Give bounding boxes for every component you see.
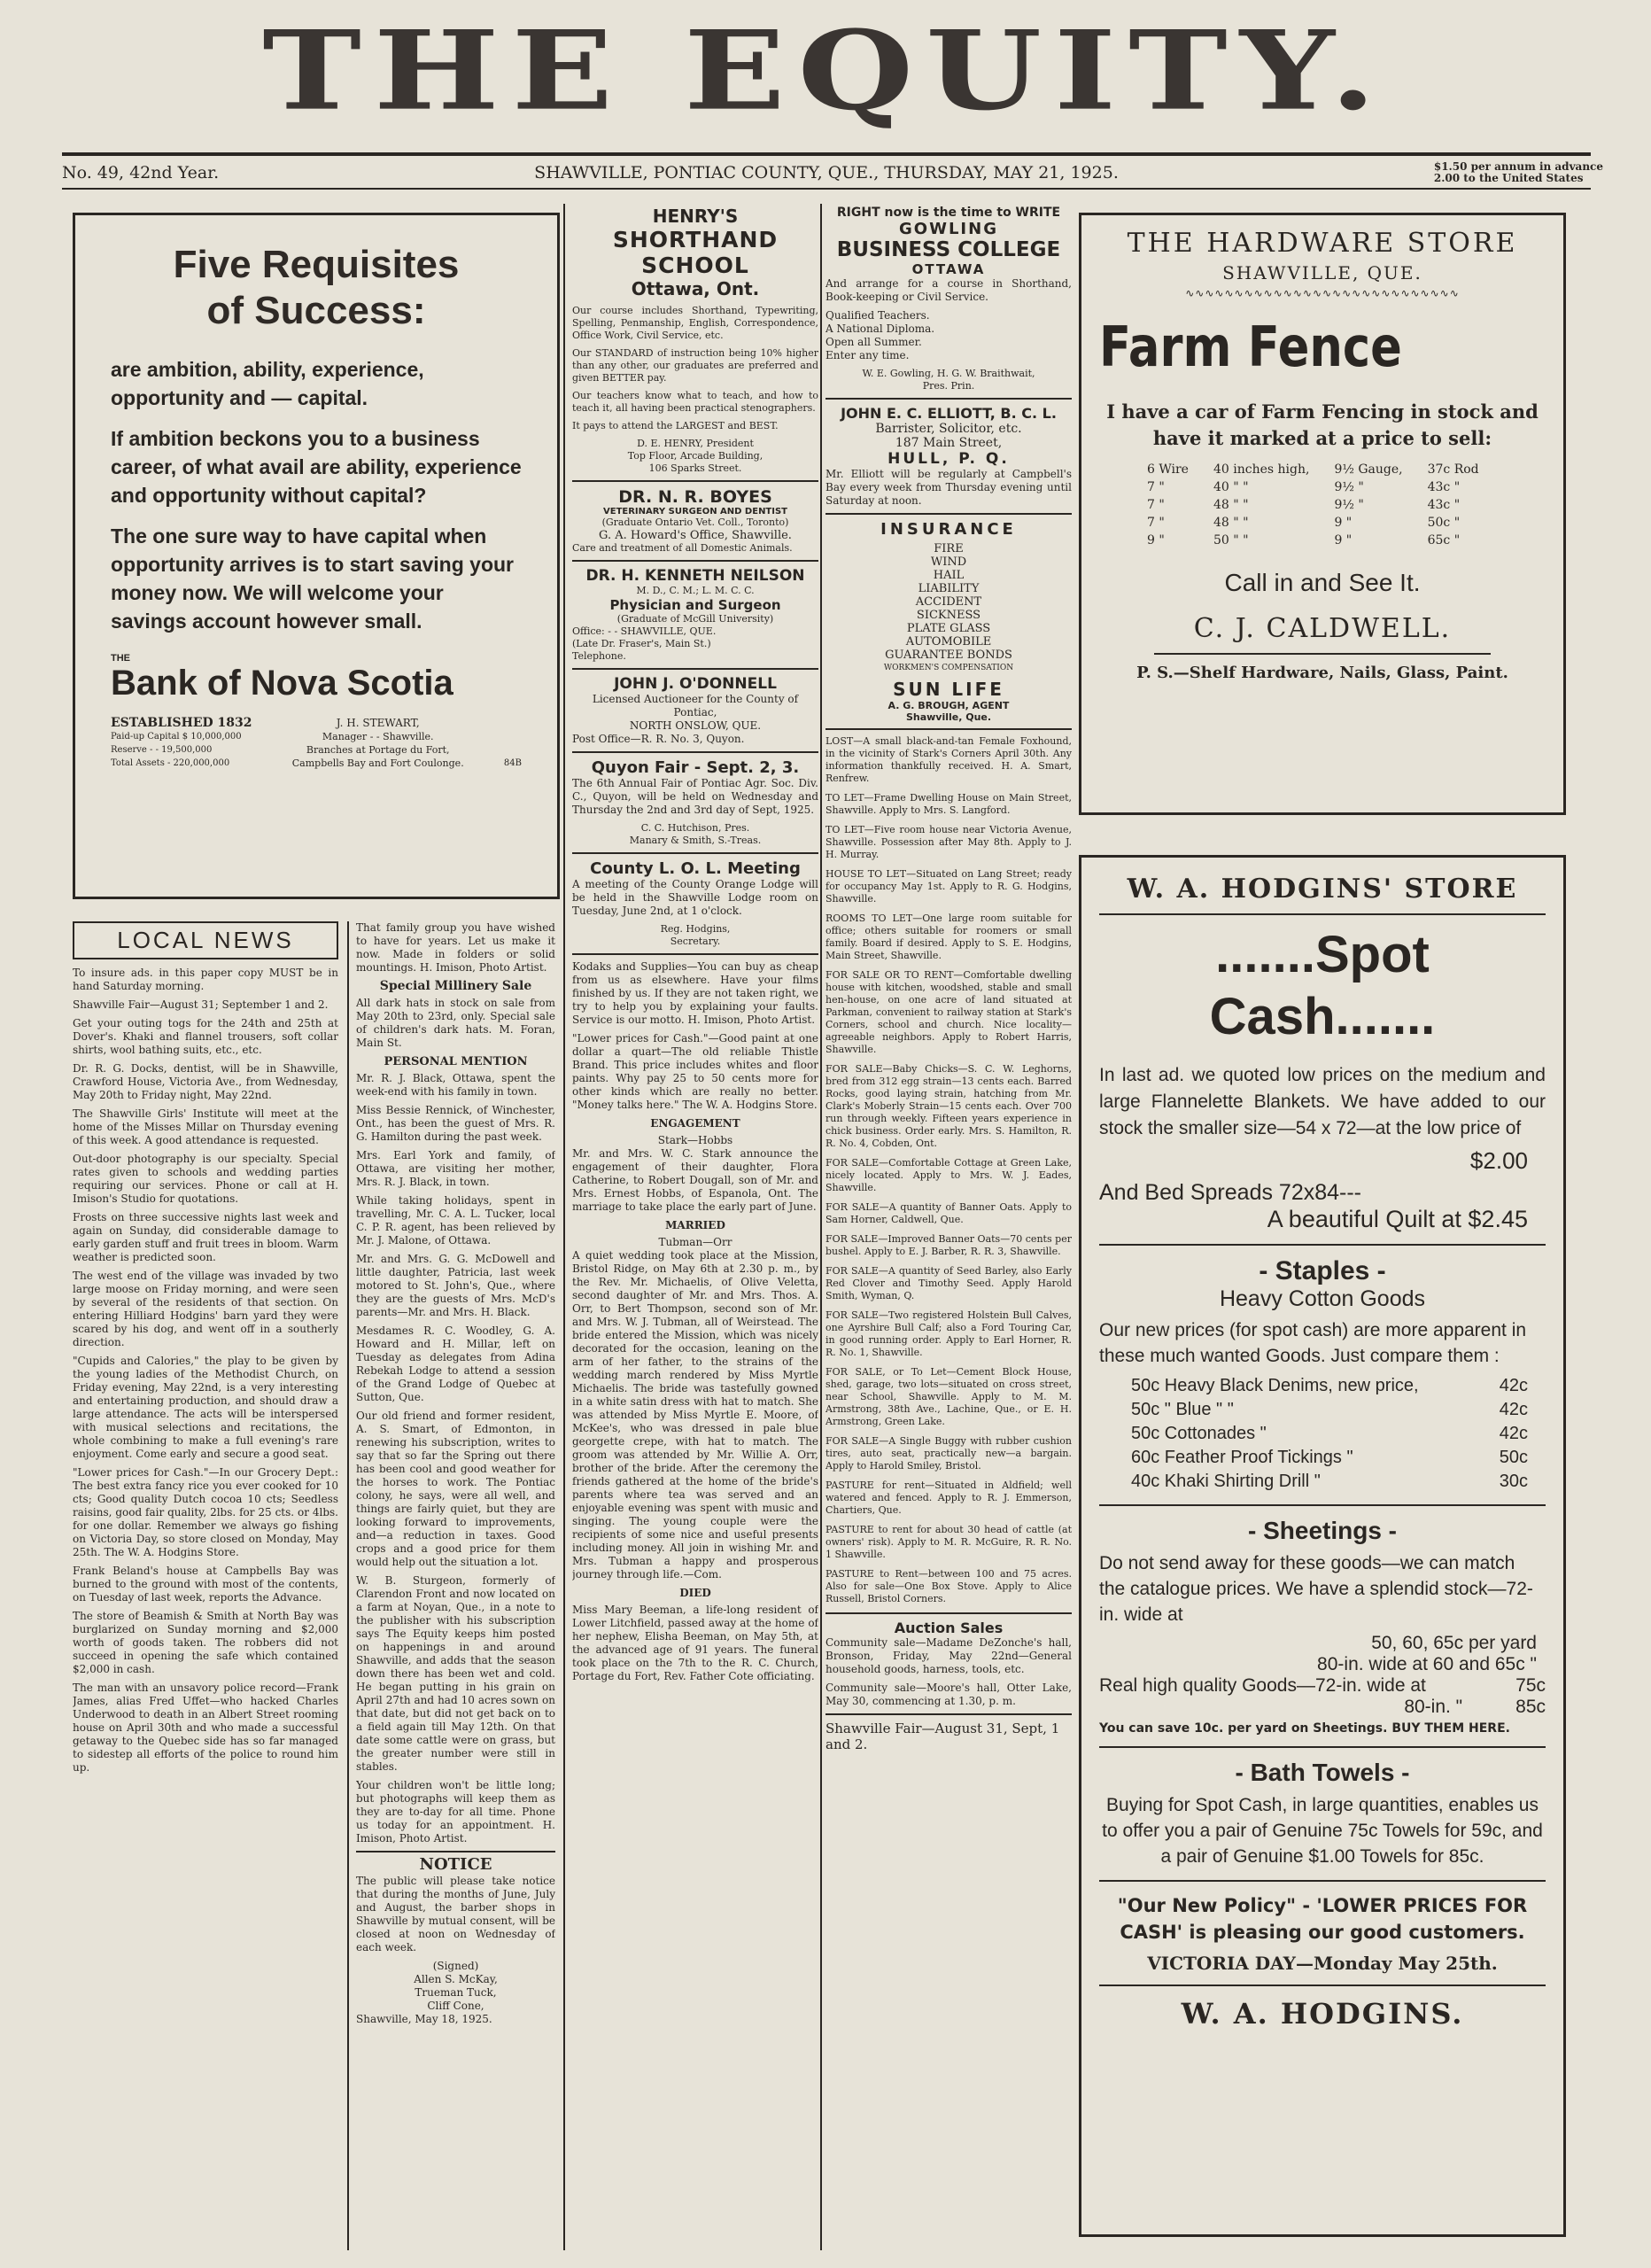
hardware-owner: C. J. CALDWELL. xyxy=(1193,613,1452,644)
column-rule xyxy=(347,921,349,2250)
staples-price-table xyxy=(1126,1374,1533,1494)
henry-ad: HENRY'S SHORTHAND SCHOOL Ottawa, Ont. Our course includes Shorthand, Typewriting, Spelling, Penmanship, English, Correspondence, Office Work, Civil Service, etc. Our STANDARD of instruction being 10% higher than any other, our graduates are preferred and given BETTER pay. Our teachers know what to teach, and how to teach it, all having been practical stenographers. It pays to attend the LARGEST and BEST. D. E. HENRY, President Top Floor, Arcade Building, 106 Sparks Street. xyxy=(572,206,818,474)
divider xyxy=(1154,653,1491,655)
classifieds xyxy=(826,735,1072,1605)
fence-row: 7 " 48 " " 9½ " 43c " xyxy=(1147,498,1461,512)
personal-item: Miss Bessie Rennick, of Winchester, Ont., has been the guest of Mrs. R. G. Hamilton during the past week. xyxy=(356,1104,555,1143)
policy-text: "Our New Policy" - 'LOWER PRICES FOR CASH' is pleasing our good customers. xyxy=(1117,1895,1528,1943)
divider xyxy=(826,1713,1072,1715)
sheetings-text: Do not send away for these goods—we can match the catalogue prices. We have a splendid stock—72-in. wide at xyxy=(1099,1553,1533,1625)
divider xyxy=(1099,913,1546,915)
bank-para-1: are ambition, ability, experience, opportunity and — capital. xyxy=(111,358,424,409)
local-news-heading: LOCAL NEWS xyxy=(73,921,338,959)
staples-text: Our new prices (for spot cash) are more apparent in these much wanted Goods. Just compare them : xyxy=(1099,1320,1527,1366)
notice-heading: NOTICE xyxy=(419,1855,492,1874)
quilt-price: A beautiful Quilt at $2.45 xyxy=(1267,1206,1528,1232)
classified-ad: TO LET—Five room house near Victoria Avenue, Shawville. Possession after May 8th. Apply to J. H. Murray. xyxy=(826,824,1072,860)
hardware-text: I have a car of Farm Fencing in stock and have it marked at a price to sell: xyxy=(1106,400,1539,449)
classified-ad: FOR SALE—A quantity of Banner Oats. Apply to Sam Horner, Caldwell, Que. xyxy=(826,1201,1072,1225)
staples-subheading: Heavy Cotton Goods xyxy=(1219,1286,1426,1311)
fence-row: 7 " 40 " " 9½ " 43c " xyxy=(1147,480,1461,494)
classified-ad: TO LET—Frame Dwelling House on Main Street, Shawville. Apply to Mrs. S. Langford. xyxy=(826,792,1072,816)
news-item: Dr. R. G. Docks, dentist, will be in Shawville, Crawford House, Victoria Ave., from Wednesday, May 20th to Friday night, May 22nd. xyxy=(73,1062,338,1101)
hardware-title: THE HARDWARE STORE xyxy=(1127,228,1518,259)
classified-ad: FOR SALE—Improved Banner Oats—70 cents per bushel. Apply to E. J. Barber, R. R. 3, Shawville. xyxy=(826,1233,1072,1257)
auction-heading: Auction Sales xyxy=(894,1619,1004,1636)
divider xyxy=(826,398,1072,400)
fence-row: 9 " 50 " " 9 " 65c " xyxy=(1147,533,1461,548)
classified-ad: HOUSE TO LET—Situated on Lang Street; ready for occupancy May 1st. Apply to R. G. Hodgins, Shawville. xyxy=(826,868,1072,905)
hardware-ps: P. S.—Shelf Hardware, Nails, Glass, Paint. xyxy=(1136,664,1508,682)
news-item: "Lower prices for Cash."—In our Grocery Dept.: The best extra fancy rice you ever cooked for 10 cts; Good quality Dutch cocoa 10 cts; Seedless raisins, good fair quality, 2lbs. for 25 cts. or 4lbs. for one dollar. Remember we always go fishing on Victoria Day, so store closed on Monday, May 25th. The W. A. Hodgins Store. xyxy=(73,1466,338,1558)
divider xyxy=(826,1612,1072,1614)
divider xyxy=(572,751,818,753)
personal-item: Mesdames R. C. Woodley, G. A. Howard and H. Millar, left on Tuesday as delegates from Adina Rebekah Lodge to attend a session of the Grand Lodge of Quebec at Sutton, Que. xyxy=(356,1324,555,1403)
sheeting-price: 50, 60, 65c per yard xyxy=(1371,1633,1537,1653)
farm-fence-headline: Farm Fence xyxy=(1099,315,1402,379)
news-item: Frank Beland's house at Campbells Bay was burned to the ground with most of the contents, on Tuesday of last week, reports the Advance. xyxy=(73,1565,338,1604)
photo-ad: That family group you have wished to have for years. Let us make it now. Made in folders or solid mountings. H. Imison, Photo Artist. xyxy=(356,921,555,974)
price-row: 50c " Blue " " 42c xyxy=(1131,1400,1528,1419)
kodaks-notice: Kodaks and Supplies—You can buy as cheap from us as elsewhere. Have your films finished by us. If they are not taken right, we try to help you by explaining your faults. Service is our motto. H. Imison, Photo Artist. xyxy=(572,960,818,1026)
auction-item: Community sale—Moore's hall, Otter Lake, May 30, commencing at 1.30, p. m. xyxy=(826,1682,1072,1707)
classified-ad: FOR SALE, or To Let—Cement Block House, shed, garage, two lots—situated on cross street, near School, Shawville. Apply to M. M. Armstrong, 38th Ave., Lachine, Que., or E. H. Armstrong, Green Lake. xyxy=(826,1366,1072,1427)
sheeting-price: 80-in. wide at 60 and 65c " xyxy=(1317,1654,1537,1674)
bank-details: ESTABLISHED 1832 Paid-up Capital $ 10,000,000 Reserve - - 19,500,000 Total Assets - 220,000,000 J. H. STEWART, Manager - - Shawville. Branches at Portage du Fort, Campbells Bay and Fort Coulonge. 84B xyxy=(111,716,522,769)
blanket-price: $2.00 xyxy=(1469,1147,1528,1174)
classified-ad: ROOMS TO LET—One large room suitable for office; others suitable for roomers or small family. Board if desired. Apply to S. E. Hodgins, Main Street, Shawville. xyxy=(826,913,1072,961)
divider xyxy=(572,480,818,482)
notice-signed: (Signed) xyxy=(432,1960,479,1972)
hardware-ad xyxy=(1079,213,1566,815)
hodgins-ad xyxy=(1079,855,1566,2237)
bank-headline: Five Requisites of Success: xyxy=(173,243,460,332)
bed-spreads: And Bed Spreads 72x84--- xyxy=(1099,1180,1362,1205)
call-in-text: Call in and See It. xyxy=(1224,569,1421,596)
news-item: "Cupids and Calories," the play to be given by the young ladies of the Methodist Church, on Friday evening, May 22nd, is a very interesting and entertaining production, and should draw a large attendance. The acts will be interspersed with musical selections and recitations, the whole combining to make a full evening's rare enjoyment. Come early and secure a good seat. xyxy=(73,1355,338,1460)
classified-ad: FOR SALE—A Single Buggy with rubber cushion tires, auto seat, practically new—a bargain. Apply to Harold Smiley, Bristol. xyxy=(826,1435,1072,1472)
divider xyxy=(572,560,818,562)
column-2 xyxy=(356,921,555,2250)
news-item: Get your outing togs for the 24th and 25th at Dover's. Khaki and flannel trousers, soft collar shirts, wool bathing suits, etc., etc. xyxy=(73,1017,338,1056)
notice-text: The public will please take notice that during the months of June, July and August, the barber shops in Shawville by mutual consent, will be closed at noon on Wednesday of each week. xyxy=(356,1875,555,1953)
news-item: The west end of the village was invaded by two large moose on Friday morning, and were seen by several of the residents of that section. On entering Hilliard Hodgins' barn yard they were scared by his dog, and went off in a southerly direction. xyxy=(73,1270,338,1348)
personal-item: Mrs. Earl York and family, of Ottawa, are visiting her mother, Mrs. R. J. Black, in town. xyxy=(356,1149,555,1188)
price-row: 60c Feather Proof Tickings " 50c xyxy=(1131,1448,1528,1467)
millinery-text: All dark hats in stock on sale from May 20th to 23rd, only. Special sale of children's dark hats. M. Foran, Main St. xyxy=(356,997,555,1049)
notice-sig: Cliff Cone, xyxy=(427,2000,484,2012)
bank-para-2: If ambition beckons you to a business career, of what avail are ability, experience and opportunity without capital? xyxy=(111,427,522,507)
divider xyxy=(1099,1984,1546,1986)
fair-notice: Shawville Fair—August 31, Sept, 1 and 2. xyxy=(826,1720,1060,1752)
sheeting-save: You can save 10c. per yard on Sheetings. BUY THEM HERE. xyxy=(1099,1721,1510,1736)
classified-ad: PASTURE to Rent—between 100 and 75 acres. Also for sale—One Box Stove. Apply to Alice Russell, Bristol Corners. xyxy=(826,1568,1072,1604)
dateline-rule xyxy=(62,188,1591,190)
personal-item: Our old friend and former resident, A. S. Smart, of Edmonton, in renewing his subscription, writes to say that so far the Spring out there has been cool and good weather for the horses to work. The Pontiac colony, he says, were all well, and things are fairly quiet, but they are looking forward to improvements, and—a reduction in taxes. Good crops and a good price for them would help out the situation a lot. xyxy=(356,1410,555,1568)
column-rule xyxy=(563,204,565,2250)
fence-row: 6 Wire 40 inches high, 9½ Gauge, 37c Rod xyxy=(1147,462,1479,477)
hodgins-signature: W. A. HODGINS. xyxy=(1181,1997,1464,2031)
towels-heading: - Bath Towels - xyxy=(1235,1759,1410,1786)
sheeting-price-row: 80-in. " 85c xyxy=(1404,1697,1546,1717)
news-item: Frosts on three successive nights last week and again on Sunday, did considerable damage to early garden stuff and fruit trees in bloom. Warm weather is predicted soon. xyxy=(73,1211,338,1263)
quyon-fair: Quyon Fair - Sept. 2, 3. The 6th Annual Fair of Pontiac Agr. Soc. Div. C., Quyon, will be held on Wednesday and Thursday the 2nd and 3rd day of Sept, 1925. C. C. Hutchison, Pres. Manary & Smith, S.-Treas. xyxy=(572,758,818,846)
classified-ad: LOST—A small black-and-tan Female Foxhound, in the vicinity of Stark's Corners April 30th. Any information thankfully received. H. A. Smart, Renfrew. xyxy=(826,735,1072,784)
notice-date: Shawville, May 18, 1925. xyxy=(356,2013,492,2025)
divider xyxy=(356,1851,555,1852)
notice-sig: Trueman Tuck, xyxy=(415,1986,497,1999)
boyes-card: DR. N. R. BOYES VETERINARY SURGEON AND DENTIST (Graduate Ontario Vet. Coll., Toronto) G. A. Howard's Office, Shawville. Care and treatment of all Domestic Animals. xyxy=(572,487,793,554)
personal-item: Mr. R. J. Black, Ottawa, spent the week-end with his family in town. xyxy=(356,1072,555,1098)
news-item: The store of Beamish & Smith at North Bay was burglarized on Sunday morning and $2,000 worth of goods taken. The robbers did not succeed in opening the safe which contained $2,000 in cash. xyxy=(73,1610,338,1675)
notice-sig: Allen S. McKay, xyxy=(414,1973,498,1985)
died-text: Miss Mary Beeman, a life-long resident of Lower Litchfield, passed away at the home of her nephew, Elisha Beeman, on May 5th, at the advanced age of 91 years. The funeral took place on the 7th to the R. C. Church, Portage du Fort, Rev. Father Cote officiating. xyxy=(572,1604,818,1682)
personal-item: While taking holidays, spent in travelling, Mr. C. A. L. Tucker, local C. P. R. agent, has been relieved by Mr. J. Malone, of Ottawa. xyxy=(356,1194,555,1247)
place-date: SHAWVILLE, PONTIAC COUNTY, QUE., THURSDAY, MAY 21, 1925. xyxy=(534,163,1119,183)
masthead-rule xyxy=(62,152,1591,156)
bank-para-3: The one sure way to have capital when opportunity arrives is to start saving your money now. We will welcome your savings account however small. xyxy=(111,524,514,633)
personal-item: W. B. Sturgeon, formerly of Clarendon Front and now located on a farm at Noyan, Que., in a note to the publisher with his subscription says The Equity keeps him posted on happenings in and around Shawville, and adds that the season down there has been wet and cold. He began putting in his grain on April 27th and had 10 acres sown on that date, but did not get back on to a field again till May 12th. On that date some cattle were on grass, but the greater number were still in stables. xyxy=(356,1574,555,1773)
personal-item: Mr. and Mrs. G. G. McDowell and little daughter, Patricia, last week motored to St. John's, Que., where they are the guests of Mrs. McD's parents—Mr. and Mrs. H. Black. xyxy=(356,1253,555,1318)
gowling-ad: RIGHT now is the time to WRITE GOWLING BUSINESS COLLEGE OTTAWA And arrange for a course in Shorthand, Book-keeping or Civil Service. Qualified Teachers. A National Diploma. Open all Summer. Enter any time. W. E. Gowling, H. G. W. Braithwait, Pres. Prin. xyxy=(826,206,1072,392)
divider xyxy=(572,953,818,955)
bank-financials: ESTABLISHED 1832 Paid-up Capital $ 10,000,000 Reserve - - 19,500,000 Total Assets - 220,000,000 xyxy=(111,716,252,768)
bank-manager: J. H. STEWART, Manager - - Shawville. Branches at Portage du Fort, Campbells Bay and Fort Coulonge. xyxy=(291,717,464,769)
insurance-ad: INSURANCE FIRE WIND HAIL LIABILITY ACCIDENT SICKNESS PLATE GLASS AUTOMOBILE GUARANTEE BONDS WORKMEN'S COMPENSATION SUN LIFE A. G. BROUGH, AGENT Shawville, Que. xyxy=(880,520,1017,723)
column-4 xyxy=(826,206,1072,2250)
news-item: The man with an unsavory police record—Frank James, alias Fred Uffet—who hacked Charles Underwood to death in an Albert Street rooming house on April 30th and who made a successful getaway to the Quebec side has so far managed to sidestep all efforts of the police to round him up. xyxy=(73,1682,338,1774)
bank-the: THE xyxy=(111,653,130,664)
news-item: The Shawville Girls' Institute will meet at the home of the Misses Millar on Thursday evening of this week. A good attendance is requested. xyxy=(73,1107,338,1146)
dateline xyxy=(62,159,1603,186)
spot-cash-headline: .......Spot Cash....... xyxy=(1209,926,1436,1045)
personal-item: Your children won't be little long; but photographs will keep them as they are to-day for all time. Phone us today for an appointment. H. Imison, Photo Artist. xyxy=(356,1779,555,1845)
price-row: 50c Cottonades " 42c xyxy=(1131,1424,1528,1443)
classified-ad: FOR SALE—Baby Chicks—S. C. W. Leghorns, bred from 312 egg strain—13 cents each. Barred Rocks, good laying strain, hatching from Mr. Clark's Moberly Strain—15 cents each. Over 700 run through weekly. Fifteen years experience in chick business. Order early. Mrs. S. Hamilton, R. R. No. 4, Cobden, Ont. xyxy=(826,1063,1072,1149)
column-3: HENRY'S SHORTHAND SCHOOL Ottawa, Ont. Our course includes Shorthand, Typewriting, Spelling, Penmanship, English, Correspondence, Office Work, Civil Service, etc. Our STANDARD of instruction being 10% higher than any other, our graduates are preferred and given BETTER pay. Our teachers know what to teach, and how to teach it, all having been practical stenographers. It pays to attend the LARGEST and BEST. D. E. HENRY, President Top Floor, Arcade Building, 106 Sparks Street. DR. N. R. BOYES VETERINARY SURGEON AND DENTIST (Graduate Ontario Vet. Coll., Toronto) G. A. Howard's Office, Shawville. Care and treatment of all Domestic Animals. DR. H. KENNETH NEILSON M. D., C. M.; L. M. C. C. Physician and Surgeon (Graduate of McGill University) Office: - - SHAWVILLE, QUE. (Late Dr. Fraser's, Main St.) Telephone. JOHN J. O'DONNELL Licensed Auctioneer for the County of Pontiac, NORTH ONSLOW, QUE. Post Office—R. R. No. 3, Quyon. Quyon Fair - Sept. 2, 3. The 6th Annual Fair of Pontiac Agr. Soc. Div. C., Quyon, will be held on Wednesday and Thursday the 2nd and 3rd day of Sept, 1925. C. C. Hutchison, Pres. Manary & Smith, S.-Treas. County L. O. L. Meeting A meeting of the County Orange Lodge will be held in the Shawville Lodge room on Tuesday, June 2nd, at 1 o'clock. Reg. Hodgins, Secretary. Kodaks and Supplies—You can buy as cheap from us as elsewhere. Have your films finished by us. If they are not taken right, we try to help you by explaining your faults. Service is our motto. H. Imison, Photo Artist. "Lower prices for Cash."—Good paint at one dollar a quart—The old reliable Thistle Brand. This price includes whites and floor paints. Why pay 25 to 50 cents more for other kinds which are really no better. "Money talks here." The W. A. Hodgins Store. ENGAGEMENT Stark—Hobbs Mr. and Mrs. W. C. Stark announce the engagement of their daughter, Flora Catherine, to Robert Dougall, son of Mr. and Mrs. Ernest Hobbs, of Espanola, Ont. The marriage to take place the early part of June. MARRIED Tubman—Orr A quiet wedding took place at the Mission, Bristol Ridge, on May 6th at 2.30 p. m., by the Rev. Mr. Michaelis, of Olive Veletta, second daughter of Mr. and Mrs. Thos. A. Orr, to Bert Thompson, second son of Mr. and Mrs. W. J. Tubman, all of Weirstead. The bride entered the Mission, which was nicely decorated for the occasion, leaning on the arm of her father, to the strains of the wedding march rendered by Miss Myrtle Michaelis. The bride was tastefully gowned in a white satin dress with hat to match. She was attended by Miss Myrtle E. Moore, of McKee's, who was dressed in pale blue georgette crepe, with hat to match. The groom was attended by Mr. Willie A. Orr, brother of the bride. After the ceremony the friends gathered at the home of the bride's parents where tea was served and an enjoyable evening was spent with music and singing. The young couple were the recipients of some nice and useful presents including money. All join in wishing Mr. and Mrs. Tubman a happy and prosperous journey through life.—Com. DIED Miss Mary Beeman, a life-long resident of Lower Litchfield, passed away at the home of her nephew, Elisha Beeman, on May 5th, at the advanced age of 91 years. The funeral took place on the 7th to the R. C. Church, Portage du Fort, Rev. Father Cote officiating. xyxy=(572,206,818,1682)
towels-text: Buying for Spot Cash, in large quantities, enables us to offer you a pair of Genuine 75c Towels for 59c, and a pair of Genuine $1.00 Towels for 85c. xyxy=(1102,1795,1543,1867)
local-news-list xyxy=(73,967,338,1775)
hodgins-title: W. A. HODGINS' STORE xyxy=(1127,874,1518,905)
neilson-card: DR. H. KENNETH NEILSON M. D., C. M.; L. M. C. C. Physician and Surgeon (Graduate of McGill University) Office: - - SHAWVILLE, QUE. (Late Dr. Fraser's, Main St.) Telephone. xyxy=(572,567,805,662)
millinery-heading: Special Millinery Sale xyxy=(379,979,532,993)
news-item: Shawville Fair—August 31; September 1 and 2. xyxy=(73,998,329,1011)
bank-ad xyxy=(73,213,560,899)
classified-ad: FOR SALE—Comfortable Cottage at Green Lake, nicely located. Apply to Mrs. W. J. Eades, Shawville. xyxy=(826,1157,1072,1193)
masthead xyxy=(0,0,1651,155)
news-item: Out-door photography is our specialty. Special rates given to schools and wedding parties requiring our services. Phone or call at H. Imison's Studio for quotations. xyxy=(73,1153,338,1205)
classified-ad: PASTURE for rent—Situated in Aldfield; well watered and fenced. Apply to R. J. Emmerson, Chartiers, Que. xyxy=(826,1480,1072,1516)
victoria-day: VICTORIA DAY—Monday May 25th. xyxy=(1147,1953,1498,1974)
sheeting-price-row: Real high quality Goods—72-in. wide at 75c xyxy=(1099,1675,1546,1696)
classified-ad: PASTURE to rent for about 30 head of cattle (at owners' risk). Apply to M. R. McGuire, R. R. No. 1 Shawville. xyxy=(826,1524,1072,1560)
engagement-heading: ENGAGEMENT xyxy=(650,1117,740,1130)
classified-ad: FOR SALE OR TO RENT—Comfortable dwelling house with kitchen, woodshed, stable and small hen-house, on one acre of land situated at Parkman, convenient to railway station at Stark's Corners, school and church. Nice locality—agreeable neighbors. Apply to Robert Harris, Shawville. xyxy=(826,969,1072,1055)
lol-meeting: County L. O. L. Meeting A meeting of the County Orange Lodge will be held in the Shawville Lodge room on Tuesday, June 2nd, at 1 o'clock. Reg. Hodgins, Secretary. xyxy=(572,859,818,947)
paint-notice: "Lower prices for Cash."—Good paint at one dollar a quart—The old reliable Thistle Brand. This price includes whites and floor paints. Why pay 25 to 50 cents more for other kinds which are really no better. "Money talks here." The W. A. Hodgins Store. xyxy=(572,1032,818,1111)
classified-ad: FOR SALE—Two registered Holstein Bull Calves, one Ayrshire Bull Calf; also a Ford Touring Car, in good running order. Apply to Earl Horner, R. R. No. 1, Shawville. xyxy=(826,1309,1072,1358)
divider xyxy=(1099,1746,1546,1748)
price-row: 40c Khaki Shirting Drill " 30c xyxy=(1131,1472,1528,1491)
hardware-place: SHAWVILLE, QUE. xyxy=(1222,262,1422,284)
column-rule xyxy=(820,204,822,2250)
news-item: To insure ads. in this paper copy MUST be in hand Saturday morning. xyxy=(73,967,338,992)
fence-price-table xyxy=(1135,461,1492,549)
bank-name: Bank of Nova Scotia xyxy=(111,664,453,703)
married-heading: MARRIED xyxy=(665,1219,725,1231)
married-text: A quiet wedding took place at the Mission, Bristol Ridge, on May 6th at 2.30 p. m., by the Rev. Mr. Michaelis, of Olive Veletta, second daughter of Mr. and Mrs. Thos. A. Orr, to Bert Thompson, second son of Mr. and Mrs. W. J. Tubman, all of Weirstead. The bride entered the Mission, which was nicely decorated for the occasion, leaning on the arm of her father, to the strains of the wedding march rendered by Miss Myrtle Michaelis. The bride was tastefully gowned in a white satin dress with hat to match. She was attended by Miss Myrtle E. Moore, of McKee's, who was dressed in pale blue georgette crepe, with hat to match. The groom was attended by Mr. Willie A. Orr, brother of the bride. After the ceremony the friends gathered at the home of the bride's parents where tea was served and an enjoyable evening was spent with music and singing. The young couple were the recipients of some nice and useful presents including money. All join in wishing Mr. and Mrs. Tubman a happy and prosperous journey through life.—Com. xyxy=(572,1249,818,1581)
fence-row: 7 " 48 " " 9 " 50c " xyxy=(1147,516,1461,530)
price-row: 50c Heavy Black Denims, new price, 42c xyxy=(1131,1376,1528,1395)
divider xyxy=(826,728,1072,730)
divider xyxy=(572,668,818,670)
elliott-card: JOHN E. C. ELLIOTT, B. C. L. Barrister, Solicitor, etc. 187 Main Street, HULL, P. Q. Mr. Elliott will be regularly at Campbell's Bay every week from Thursday evening until Saturday at noon. xyxy=(826,405,1072,507)
died-heading: DIED xyxy=(679,1587,711,1599)
issue-number: No. 49, 42nd Year. xyxy=(62,163,220,183)
divider xyxy=(1099,1504,1546,1506)
divider xyxy=(572,852,818,854)
divider xyxy=(1099,1880,1546,1882)
divider xyxy=(826,513,1072,515)
subscription-price: $1.50 per annum in advance 2.00 to the United States xyxy=(1433,160,1603,184)
personal-heading: PERSONAL MENTION xyxy=(384,1055,528,1068)
divider xyxy=(1099,1244,1546,1246)
odonnell-card: JOHN J. O'DONNELL Licensed Auctioneer for the County of Pontiac, NORTH ONSLOW, QUE. Post Office—R. R. No. 3, Quyon. xyxy=(572,675,799,745)
ornament-divider: ∿∿∿∿∿∿∿∿∿∿∿∿∿∿∿∿∿∿∿∿∿∿∿∿∿∿∿∿ xyxy=(1185,287,1460,299)
sheetings-heading: - Sheetings - xyxy=(1247,1517,1397,1544)
local-news-column xyxy=(73,921,338,2250)
engagement-text: Mr. and Mrs. W. C. Stark announce the engagement of their daughter, Flora Catherine, to Robert Dougall, son of Mr. and Mrs. Ernest Hobbs, of Espanola, Ont. The marriage to take place the early part of June. xyxy=(572,1147,818,1213)
hodgins-intro: In last ad. we quoted low prices on the medium and large Flannelette Blankets. We have added to our stock the smaller size—54 x 72—at the low price of xyxy=(1099,1065,1546,1138)
newspaper-title: THE EQUITY. xyxy=(262,6,1389,136)
classified-ad: FOR SALE—A quantity of Seed Barley, also Early Red Clover and Timothy Seed. Apply Harold Smith, Wyman, Q. xyxy=(826,1265,1072,1301)
auction-item: Community sale—Madame DeZonche's hall, Bronson, Friday, May 22nd—General household goods, harness, tools, etc. xyxy=(826,1636,1072,1675)
staples-heading: - Staples - xyxy=(1259,1256,1386,1285)
